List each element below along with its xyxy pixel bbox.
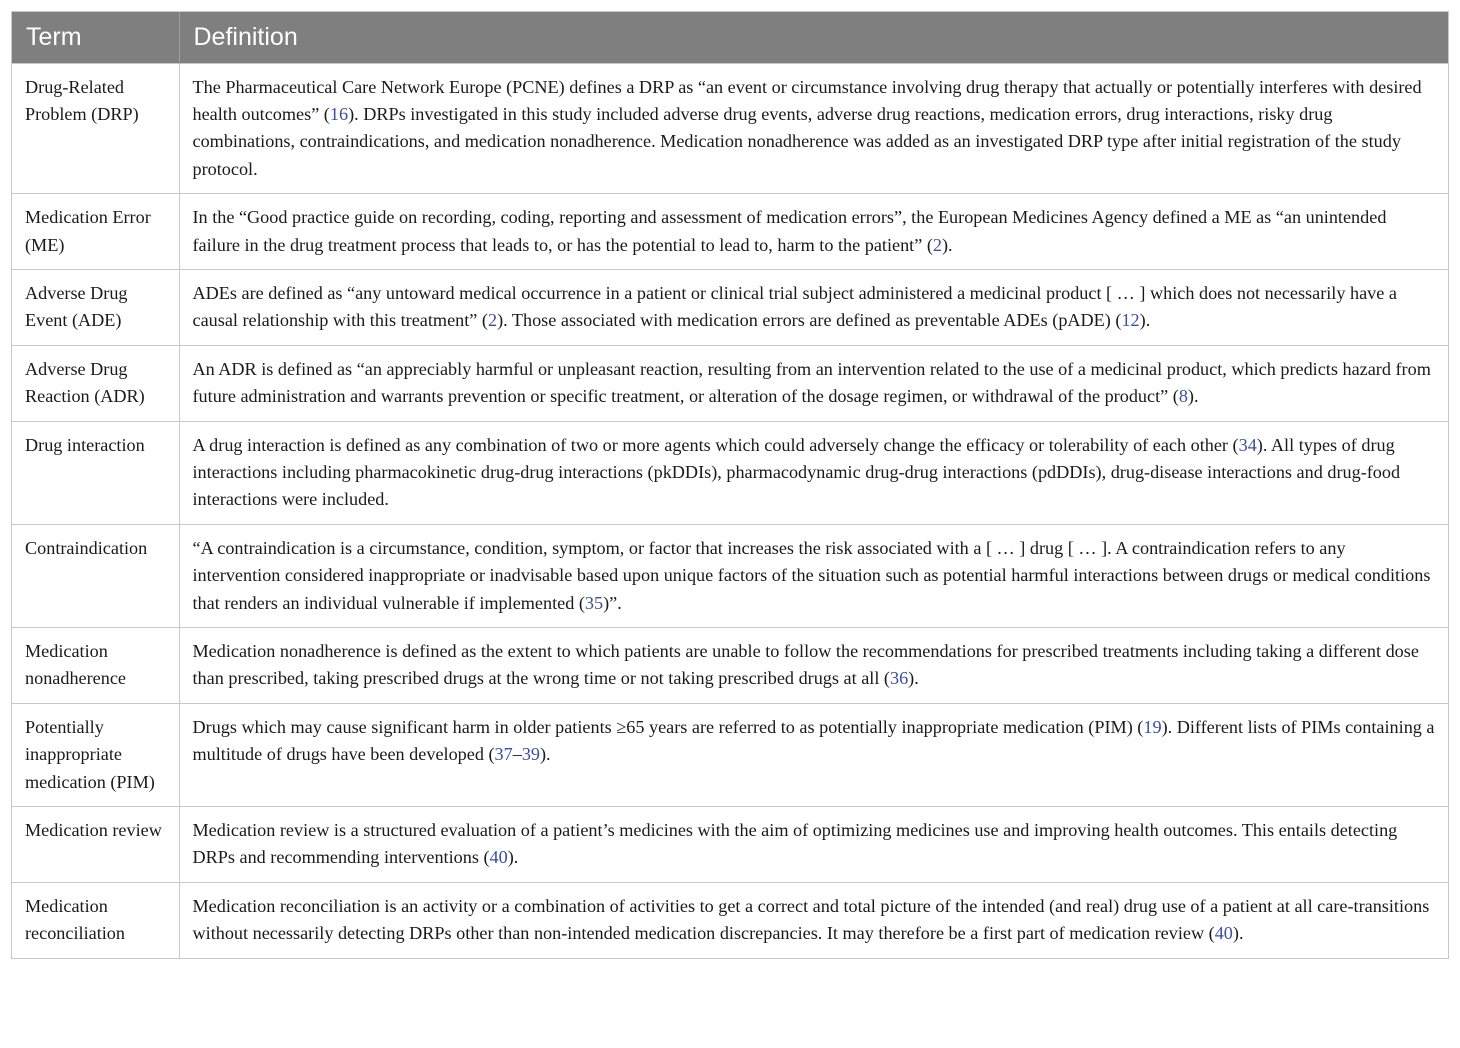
definitions-table: [12, 12, 1448, 958]
reference-link[interactable]: 37: [494, 744, 513, 765]
term-cell: Contraindication: [12, 524, 179, 627]
definition-text: ). All types of drug interactions including pharmacokinetic drug-drug interactions (pkDDIs), pharmacodynamic drug-drug interactions (pdDDIs), drug-disease interactions and drug-food interactions were included.: [192, 434, 1401, 510]
definition-text: ).: [908, 668, 919, 689]
header-definition: Definition: [179, 12, 1448, 63]
definition-text: Medication review is a structured evaluation of a patient’s medicines with the aim of optimizing medicines use and improving health outcomes. This entails detecting DRPs and recommending interventions (: [192, 820, 1398, 868]
definition-cell: [179, 269, 1448, 345]
term-cell: Medication reconciliation: [12, 882, 179, 957]
definition-text: ). Those associated with medication errors are defined as preventable ADEs (pADE) (: [497, 310, 1122, 331]
reference-link[interactable]: 8: [1178, 386, 1188, 407]
table-header: [12, 12, 1448, 63]
definition-text: ).: [1232, 923, 1244, 944]
definition-text: ). Different lists of PIMs containing a multitude of drugs have been developed (: [192, 716, 1435, 765]
header-term: Term: [12, 12, 179, 63]
reference-link[interactable]: 36: [889, 668, 909, 689]
definition-cell: [179, 703, 1448, 806]
definition-cell: [179, 524, 1448, 627]
table-row: [12, 628, 1448, 704]
definition-text: ).: [1187, 386, 1199, 407]
header-row: [12, 12, 1448, 63]
term-cell: Drug-Related Problem (DRP): [12, 63, 179, 194]
definition-text: ).: [942, 234, 953, 255]
reference-link[interactable]: 16: [329, 103, 349, 124]
definition-text: ).: [540, 744, 551, 765]
table-row: [12, 703, 1448, 806]
definition-text: ).: [507, 847, 519, 868]
definition-cell: [179, 194, 1448, 270]
definition-text: –: [512, 744, 522, 765]
table-body: [12, 63, 1448, 958]
definition-cell: [179, 63, 1448, 194]
definition-cell: [179, 421, 1448, 524]
table-row: [12, 421, 1448, 524]
reference-link[interactable]: 19: [1143, 716, 1162, 737]
table-row: [12, 194, 1448, 270]
reference-link[interactable]: 2: [487, 310, 498, 331]
table-row: [12, 882, 1448, 957]
definition-text: ADEs are defined as “any untoward medical occurrence in a patient or clinical trial subject administered a medicinal product [ … ] which does not necessarily have a causal relationship with this treatment” (: [192, 282, 1397, 331]
table-row: [12, 269, 1448, 345]
term-cell: Drug interaction: [12, 421, 179, 524]
table-row: [12, 524, 1448, 627]
definition-text: ). DRPs investigated in this study included adverse drug events, adverse drug reactions, medication errors, drug interactions, risky drug combinations, contraindications, and medication nonadherence. Medication nonadherence was added as an investigated DRP type after initial registration of the study protocol.: [192, 103, 1401, 179]
definition-cell: [179, 807, 1448, 883]
term-cell: Medication review: [12, 807, 179, 883]
table-row: [12, 63, 1448, 194]
reference-link[interactable]: 40: [489, 847, 508, 868]
definition-text: The Pharmaceutical Care Network Europe (PCNE) defines a DRP as “an event or circumstance involving drug therapy that actually or potentially interferes with desired health outcomes” (: [192, 76, 1422, 124]
definition-text: Medication nonadherence is defined as the extent to which patients are unable to follow the recommendations for prescribed treatments including taking a different dose than prescribed, taking prescribed drugs at the wrong time or not taking prescribed drugs at all (: [192, 641, 1419, 689]
reference-link[interactable]: 34: [1238, 434, 1257, 455]
definition-text: Medication reconciliation is an activity or a combination of activities to get a correct and total picture of the intended (and real) drug use of a patient at all care-transitions without necessarily detecting DRPs other than non-intended medication discrepancies. It may therefore be a first part of medication review (: [192, 895, 1430, 944]
table-row: [12, 807, 1448, 883]
definition-text: A drug interaction is defined as any combination of two or more agents which could adversely change the efficacy or tolerability of each other (: [192, 434, 1239, 455]
term-cell: Medication Error (ME): [12, 194, 179, 270]
term-cell: Potentially inappropriate medication (PIM): [12, 703, 179, 806]
definition-text: In the “Good practice guide on recording, coding, reporting and assessment of medication errors”, the European Medicines Agency defined a ME as “an unintended failure in the drug treatment process that leads to, or has the potential to lead to, harm to the patient” (: [192, 207, 1387, 255]
definition-text: “A contraindication is a circumstance, condition, symptom, or factor that increases the risk associated with a [ … ] drug [ … ]. A contraindication refers to any intervention considered inappropriate or inadvisable based upon unique factors of the situation such as potential harmful interactions between drugs or medical conditions that renders an individual vulnerable if implemented (: [192, 537, 1431, 613]
definition-cell: [179, 882, 1448, 957]
definition-text: An ADR is defined as “an appreciably harmful or unpleasant reaction, resulting from an intervention related to the use of a medicinal product, which predicts hazard from future administration and warrants prevention or specific treatment, or alteration of the dosage regimen, or withdrawal of the product” (: [192, 358, 1431, 407]
definition-cell: [179, 345, 1448, 421]
table-row: [12, 345, 1448, 421]
definition-text: )”.: [603, 592, 622, 613]
reference-link[interactable]: 12: [1121, 310, 1140, 331]
definition-text: ).: [1139, 310, 1151, 331]
term-cell: Medication nonadherence: [12, 628, 179, 704]
reference-link[interactable]: 35: [584, 592, 604, 613]
reference-link[interactable]: 40: [1214, 923, 1233, 944]
reference-link[interactable]: 39: [521, 744, 540, 765]
term-cell: Adverse Drug Event (ADE): [12, 269, 179, 345]
definition-text: Drugs which may cause significant harm in older patients ≥65 years are referred to as potentially inappropriate medication (PIM) (: [192, 716, 1144, 737]
definitions-table-container: [11, 11, 1449, 959]
reference-link[interactable]: 2: [932, 234, 942, 255]
term-cell: Adverse Drug Reaction (ADR): [12, 345, 179, 421]
definition-cell: [179, 628, 1448, 704]
